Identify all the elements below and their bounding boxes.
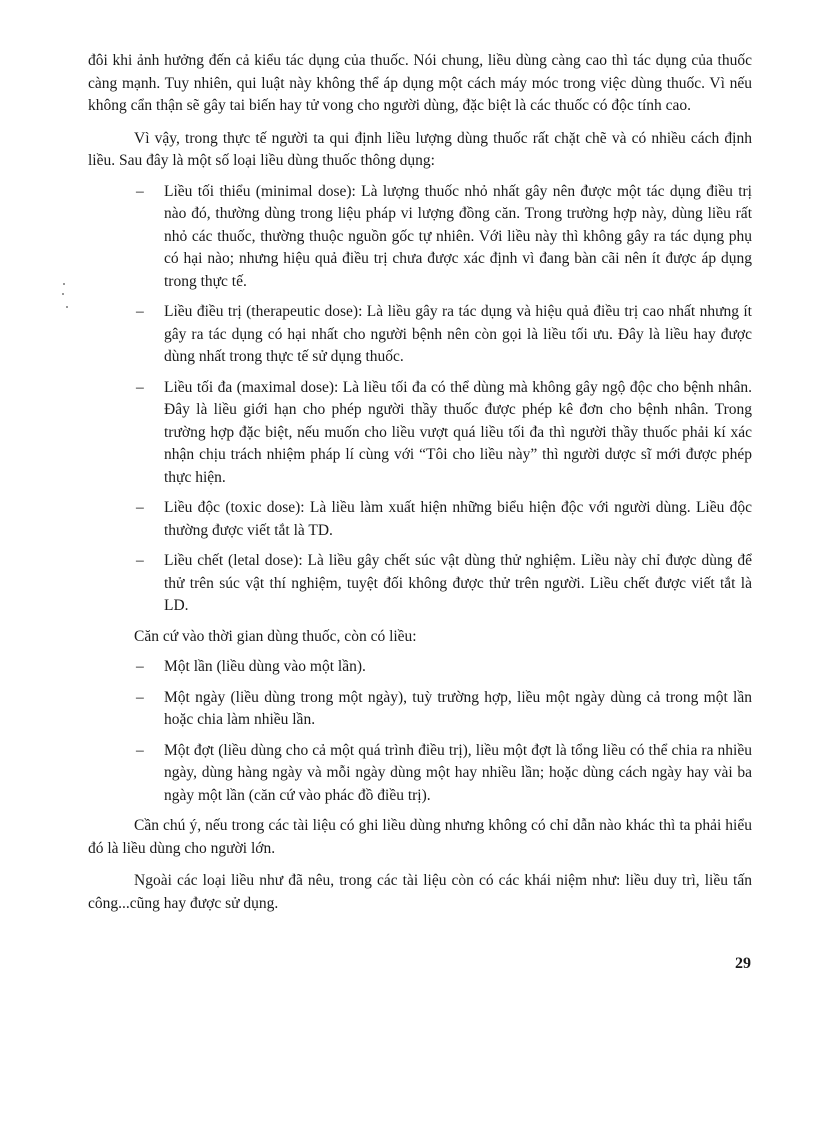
scan-speck bbox=[66, 306, 68, 308]
scan-speck bbox=[62, 293, 64, 295]
list-item-text: Liều tối thiểu (minimal dose): Là lượng thuốc nhỏ nhất gây nên được một tác dụng điều trị nào đó, thường dùng trong liệu pháp vi lượng đồng căn. Trong trường hợp này, dùng liều rất nhỏ các thuốc, thường thuộc nguồn gốc tự nhiên. Với liều này thì không gây ra tác dụng phụ có hại nào; nhưng hiệu quả điều trị chưa được xác định vì đang bàn cãi nên ít được áp dụng trong thực tế. bbox=[164, 182, 752, 290]
list-item-text: Liều điều trị (therapeutic dose): Là liều gây ra tác dụng và hiệu quả điều trị cao nhất nhưng ít gây ra tác dụng có hại nhất cho người bệnh nên còn gọi là liều tối ưu. Đây là liều hay được dùng nhất trong thực tế sử dụng thuốc. bbox=[164, 303, 752, 365]
list-item bbox=[88, 740, 752, 808]
dash-marker: – bbox=[136, 741, 144, 759]
list-item bbox=[88, 181, 752, 294]
page-body bbox=[88, 50, 752, 915]
dose-types-list bbox=[88, 181, 752, 618]
page-number: 29 bbox=[735, 955, 751, 972]
list-item bbox=[88, 301, 752, 369]
dash-marker: – bbox=[136, 658, 144, 675]
list-item-text: Liều độc (toxic dose): Là liều làm xuất hiện những biểu hiện độc với người dùng. Liều độc thường được viết tắt là TD. bbox=[164, 499, 752, 539]
list-item bbox=[88, 497, 752, 542]
paragraph-2: Vì vậy, trong thực tế người ta qui định liều lượng dùng thuốc rất chặt chẽ và có nhiều cách định liều. Sau đây là một số loại liều dùng thuốc thông dụng: bbox=[88, 129, 752, 169]
list-item-text: Liều tối đa (maximal dose): Là liều tối đa có thể dùng mà không gây ngộ độc cho bệnh nhân. Đây là liều giới hạn cho phép người thầy thuốc được phép kê đơn cho bệnh nhân. Trong trường hợp đặc biệt, nếu muốn cho liều vượt quá liều tối đa thì người thầy thuốc phải kí xác nhận chịu trách nhiệm pháp lí cùng với “Tôi cho liều này” thì người dược sĩ mới được phép thực hiện. bbox=[164, 378, 752, 486]
list-item bbox=[88, 550, 752, 618]
list-item bbox=[88, 656, 752, 679]
dash-marker: – bbox=[136, 688, 144, 706]
dash-marker: – bbox=[136, 499, 144, 516]
paragraph-5: Ngoài các loại liều như đã nêu, trong các tài liệu còn có các khái niệm như: liều duy trì, liều tấn công...cũng hay được sử dụng. bbox=[88, 872, 752, 912]
list-item-text: Một đợt (liều dùng cho cả một quá trình điều trị), liều một đợt là tổng liều có thể chia ra nhiều ngày, dùng hàng ngày và mỗi ngày dùng một hay nhiều lần; hoặc dùng cách ngày hay vài ba ngày một lần (căn cứ vào phác đồ điều trị). bbox=[164, 741, 752, 804]
time-doses-list bbox=[88, 656, 752, 807]
dash-marker: – bbox=[136, 552, 144, 569]
dash-marker: – bbox=[136, 303, 144, 320]
dash-marker: – bbox=[136, 378, 144, 396]
dash-marker: – bbox=[136, 182, 144, 200]
list-item-text: Liều chết (letal dose): Là liều gây chết súc vật dùng thử nghiệm. Liều này chỉ được dùng để thử trên súc vật thí nghiệm, tuyệt đối không được thử trên người. Liều chết được viết tắt là LD. bbox=[164, 552, 752, 614]
list-item bbox=[88, 687, 752, 732]
paragraph-4: Cần chú ý, nếu trong các tài liệu có ghi liều dùng nhưng không có chỉ dẫn nào khác thì ta phải hiểu đó là liều dùng cho người lớn. bbox=[88, 817, 752, 857]
scan-speck bbox=[63, 283, 65, 285]
list-item bbox=[88, 377, 752, 490]
list-item-text: Một ngày (liều dùng trong một ngày), tuỳ trường hợp, liều một ngày dùng cả trong một lần hoặc chia làm nhiều lần. bbox=[164, 688, 752, 728]
paragraph-3: Căn cứ vào thời gian dùng thuốc, còn có liều: bbox=[134, 627, 417, 645]
list-item-text: Một lần (liều dùng vào một lần). bbox=[164, 658, 366, 675]
paragraph-1: đôi khi ảnh hưởng đến cả kiểu tác dụng của thuốc. Nói chung, liều dùng càng cao thì tác dụng của thuốc càng mạnh. Tuy nhiên, qui luật này không thể áp dụng một cách máy móc trong việc dùng thuốc. Vì nếu không cẩn thận sẽ gây tai biến hay tử vong cho người dùng, đặc biệt là các thuốc có độc tính cao. bbox=[88, 52, 752, 114]
